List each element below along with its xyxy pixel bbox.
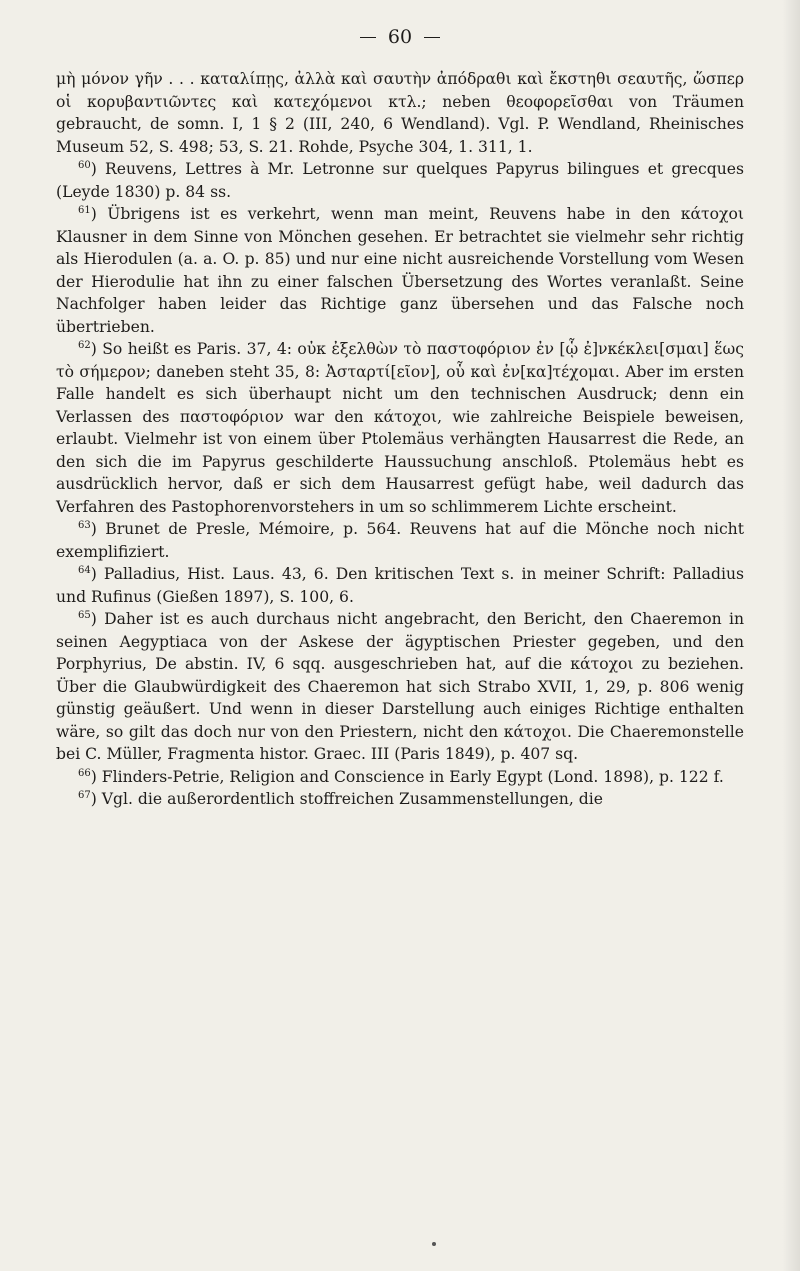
page-number: 60 (387, 26, 413, 48)
footnote-63: $^{63}$) Brunet de Presle, Mémoire, p. 564. Reuvens hat auf die Mönche noch nicht exemplifiziert. (56, 519, 744, 561)
print-speck (432, 1242, 436, 1246)
footnote-67: $^{67}$) Vgl. die außerordentlich stoffreichen Zusammenstellungen, die (78, 789, 603, 808)
footnote-65: $^{65}$) Daher ist es auch durchaus nicht angebracht, den Bericht, den Chaeremon in seinen Aegyptiaca von der Askese der ägyptischen Priester gegeben, und den Porphyrius, De abstin. IV, 6 sqq. ausgeschrieben hat, auf die κάτοχοι zu beziehen. Über die Glaubwürdigkeit des Chaeremon hat sich Strabo XVII, 1, 29, p. 806 wenig günstig geäußert. Und wenn in dieser Darstellung auch einiges Richtige enthalten wäre, so gilt das doch nur von den Priestern, nicht den κάτοχοι. Die Chaeremonstelle bei C. Müller, Fragmenta histor. Graec. III (Paris 1849), p. 407 sq. (56, 609, 744, 763)
page-header (56, 20, 744, 54)
footnote-continuation: μὴ μόνον γῆν . . . καταλίπῃς, ἀλλὰ καὶ σαυτὴν ἀπόδραθι καὶ ἔκστηθι σεαυτῆς, ὥσπερ οἱ κορυβαντιῶντες καὶ κατεχόμενοι κτλ.; neben θεοφορεῖσθαι von Träumen gebraucht, de somn. I, 1 § 2 (III, 240, 6 Wendland). Vgl. P. Wendland, Rheinisches Museum 52, S. 498; 53, S. 21. Rohde, Psyche 304, 1. 311, 1. (56, 70, 744, 156)
header-dash-left (360, 37, 376, 38)
footnote-66: $^{66}$) Flinders-Petrie, Religion and Conscience in Early Egypt (Lond. 1898), p. 122 f. (78, 767, 724, 786)
header-dash-right (424, 37, 440, 38)
footnote-61: $^{61}$) Übrigens ist es verkehrt, wenn man meint, Reuvens habe in den κάτοχοι Klausner in dem Sinne von Mönchen gesehen. Er betrachtet sie vielmehr sehr richtig als Hierodulen (a. a. O. p. 85) und nur eine nicht ausreichende Vorstellung vom Wesen der Hierodulie hat ihn zu einer falschen Übersetzung des Wortes veranlaßt. Seine Nachfolger haben leider das Richtige ganz übersehen und das Falsche noch übertrieben. (56, 204, 744, 336)
footnote-64: $^{64}$) Palladius, Hist. Laus. 43, 6. Den kritischen Text s. in meiner Schrift: Palladius und Rufinus (Gießen 1897), S. 100, 6. (56, 564, 744, 606)
page-edge-shadow (782, 0, 800, 1271)
footnote-60: $^{60}$) Reuvens, Lettres à Mr. Letronne sur quelques Papyrus bilingues et grecques (Leyde 1830) p. 84 ss. (56, 159, 744, 201)
footnotes (56, 68, 744, 811)
footnote-62: $^{62}$) So heißt es Paris. 37, 4: οὐκ ἐξελθὼν τὸ παστοφόριον ἐν [ᾧ ἐ]νκέκλει[σμαι] ἕως τὸ σήμερον; daneben steht 35, 8: Ἀσταρτί[εῖον], οὗ καὶ ἐν[κα]τέχομαι. Aber im ersten Falle handelt es sich überhaupt nicht um den technischen Ausdruck; denn ein Verlassen des παστοφόριον war den κάτοχοι, wie zahlreiche Beispiele beweisen, erlaubt. Vielmehr ist von einem über Ptolemäus verhängten Hausarrest die Rede, an den sich die im Papyrus geschilderte Haussuchung anschloß. Ptolemäus hebt es ausdrücklich hervor, daß er sich dem Hausarrest gefügt habe, weil dadurch das Verfahren des Pastophorenvorstehers in um so schlimmerem Lichte erscheint. (56, 339, 744, 516)
